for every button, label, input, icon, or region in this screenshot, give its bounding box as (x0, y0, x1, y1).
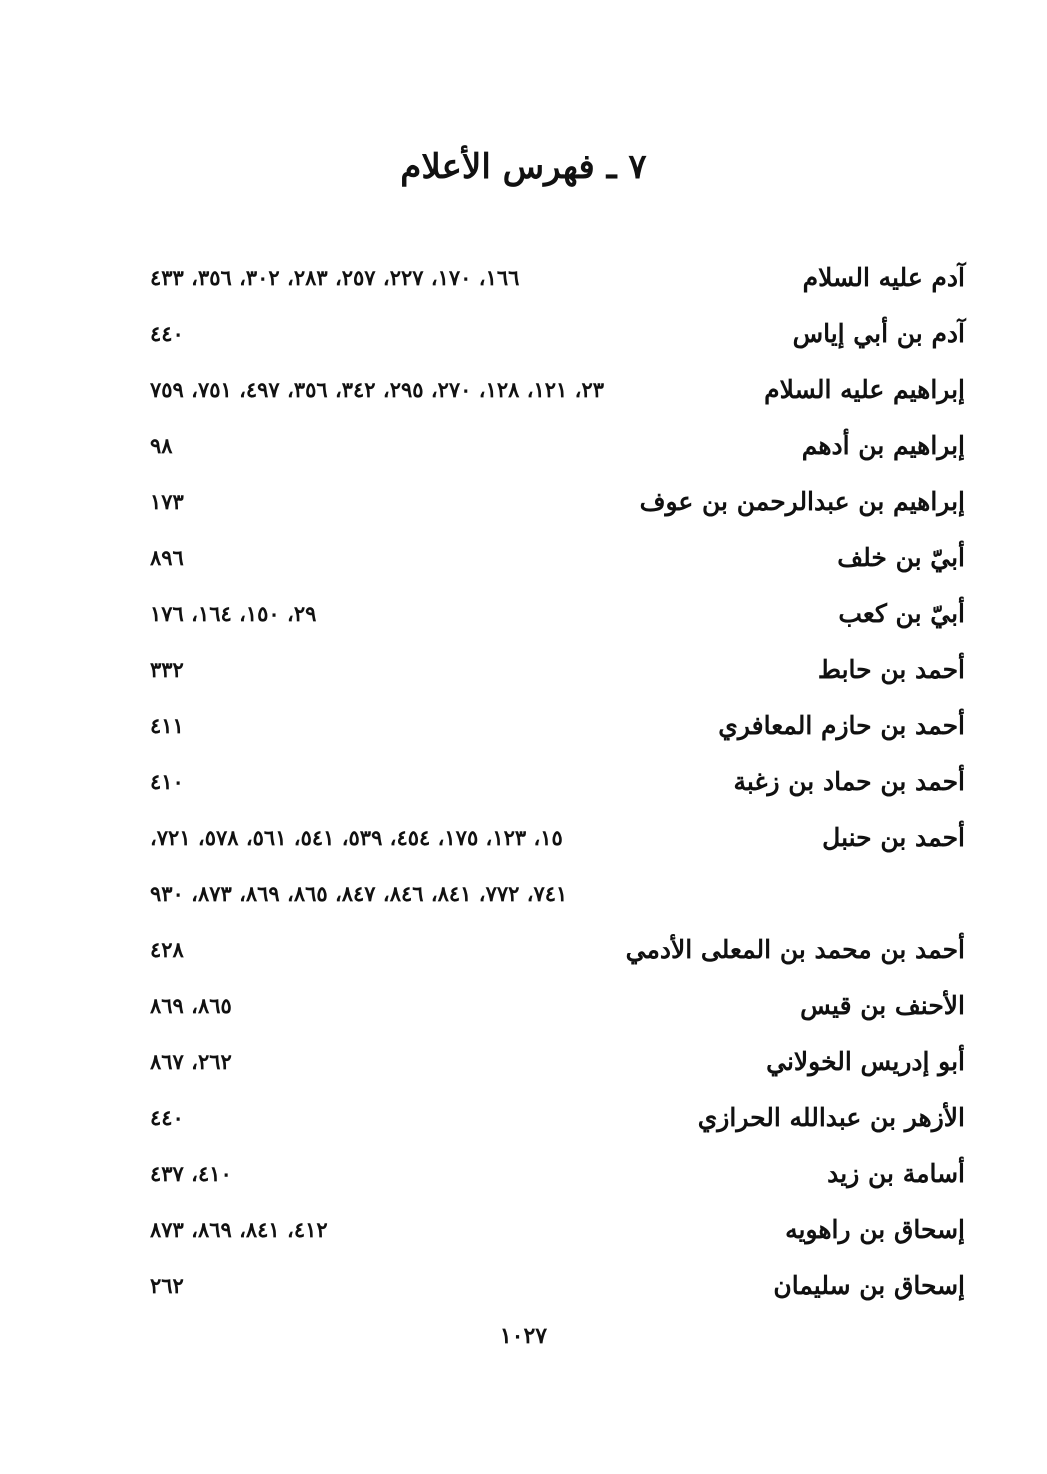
index-entry (150, 1146, 965, 1202)
entry-page-refs (150, 362, 604, 418)
index-title: ٧ ـ فهرس الأعلام (400, 147, 647, 187)
entry-name: أحمد بن محمد بن المعلى الأدمي (625, 935, 965, 964)
entry-page-refs (150, 586, 316, 642)
page-refs-line: ١٥، ١٢٣، ١٧٥، ٤٥٤، ٥٣٩، ٥٤١، ٥٦١، ٥٧٨، ٧٢١، (150, 825, 563, 850)
entry-name: أبيّ بن كعب (838, 599, 965, 628)
entry-name: آدم عليه السلام (802, 263, 965, 292)
entry-name: إبراهيم بن عبدالرحمن بن عوف (639, 487, 965, 516)
index-entry (150, 754, 965, 810)
page-refs-line: ٨٦٥، ٨٦٩ (150, 993, 232, 1018)
index-entry (150, 474, 965, 530)
entry-page-refs (150, 418, 173, 474)
entry-name: أحمد بن حابط (817, 655, 965, 684)
entry-page-refs (150, 1202, 328, 1258)
entry-page-refs (150, 810, 567, 922)
entry-page-refs (150, 306, 184, 362)
entry-page-refs (150, 698, 184, 754)
index-entry (150, 698, 965, 754)
page-number: ١٠٢٧ (499, 1323, 548, 1349)
entry-page-refs (150, 978, 232, 1034)
index-entry (150, 810, 965, 922)
entry-name: إسحاق بن سليمان (773, 1271, 965, 1300)
entry-name: الأزهر بن عبدالله الحرازي (697, 1103, 965, 1132)
index-entry (150, 1258, 965, 1314)
index-entry (150, 250, 965, 306)
entry-page-refs (150, 474, 184, 530)
names-index-list (150, 250, 965, 1314)
entry-name: أحمد بن حنبل (822, 823, 965, 852)
page-refs-line: ٧٤١، ٧٧٢، ٨٤١، ٨٤٦، ٨٤٧، ٨٦٥، ٨٦٩، ٨٧٣، ٩٣٠ (150, 881, 568, 906)
page-refs-line: ٢٩، ١٥٠، ١٦٤، ١٧٦ (150, 601, 317, 626)
page-refs-line: ١٦٦، ١٧٠، ٢٢٧، ٢٥٧، ٢٨٣، ٣٠٢، ٣٥٦، ٤٣٣ (150, 265, 520, 290)
index-entry (150, 586, 965, 642)
entry-page-refs (150, 1146, 232, 1202)
entry-page-refs (150, 642, 184, 698)
page-refs-line: ٢٣، ١٢١، ١٢٨، ٢٧٠، ٢٩٥، ٣٤٢، ٣٥٦، ٤٩٧، ٧٥١، ٧٥٩ (150, 377, 604, 402)
page-refs-line: ٤٤٠ (150, 1105, 184, 1130)
index-entry (150, 362, 965, 418)
entry-page-refs (150, 922, 184, 978)
page-refs-line: ٣٣٢ (150, 657, 184, 682)
page-refs-line: ٢٦٢ (150, 1273, 184, 1298)
page-refs-line: ٤٤٠ (150, 321, 184, 346)
entry-name: أحمد بن حازم المعافري (718, 711, 965, 740)
index-entry (150, 306, 965, 362)
entry-name: إبراهيم بن أدهم (801, 431, 965, 460)
entry-page-refs (150, 1034, 232, 1090)
page-refs-line: ٤١١ (150, 713, 184, 738)
entry-name: إسحاق بن راهويه (785, 1215, 965, 1244)
entry-name: أبو إدريس الخولاني (766, 1047, 965, 1076)
entry-page-refs (150, 250, 519, 306)
entry-name: إبراهيم عليه السلام (764, 375, 965, 404)
page-refs-line: ١٧٣ (150, 489, 184, 514)
index-entry (150, 1202, 965, 1258)
page-refs-line: ٤٢٨ (150, 937, 184, 962)
index-entry (150, 642, 965, 698)
entry-name: أحمد بن حماد بن زغبة (733, 767, 965, 796)
index-entry (150, 922, 965, 978)
entry-name: آدم بن أبي إياس (792, 319, 965, 348)
page-refs-line: ٨٩٦ (150, 545, 184, 570)
entry-page-refs (150, 754, 184, 810)
index-entry (150, 1090, 965, 1146)
entry-page-refs (150, 1090, 184, 1146)
index-entry (150, 1034, 965, 1090)
index-entry (150, 978, 965, 1034)
page-refs-line: ٤١٠، ٤٣٧ (150, 1161, 232, 1186)
index-entry (150, 418, 965, 474)
index-entry (150, 530, 965, 586)
entry-name: الأحنف بن قيس (800, 991, 965, 1020)
entry-page-refs (150, 530, 184, 586)
page-refs-line: ٢٦٢، ٨٦٧ (150, 1049, 232, 1074)
entry-page-refs (150, 1258, 184, 1314)
page-refs-line: ٤١٠ (150, 769, 184, 794)
entry-name: أبيّ بن خلف (837, 543, 965, 572)
page-refs-line: ٤١٢، ٨٤١، ٨٦٩، ٨٧٣ (150, 1217, 328, 1242)
entry-name: أسامة بن زيد (827, 1159, 965, 1188)
page-refs-line: ٩٨ (150, 433, 173, 458)
